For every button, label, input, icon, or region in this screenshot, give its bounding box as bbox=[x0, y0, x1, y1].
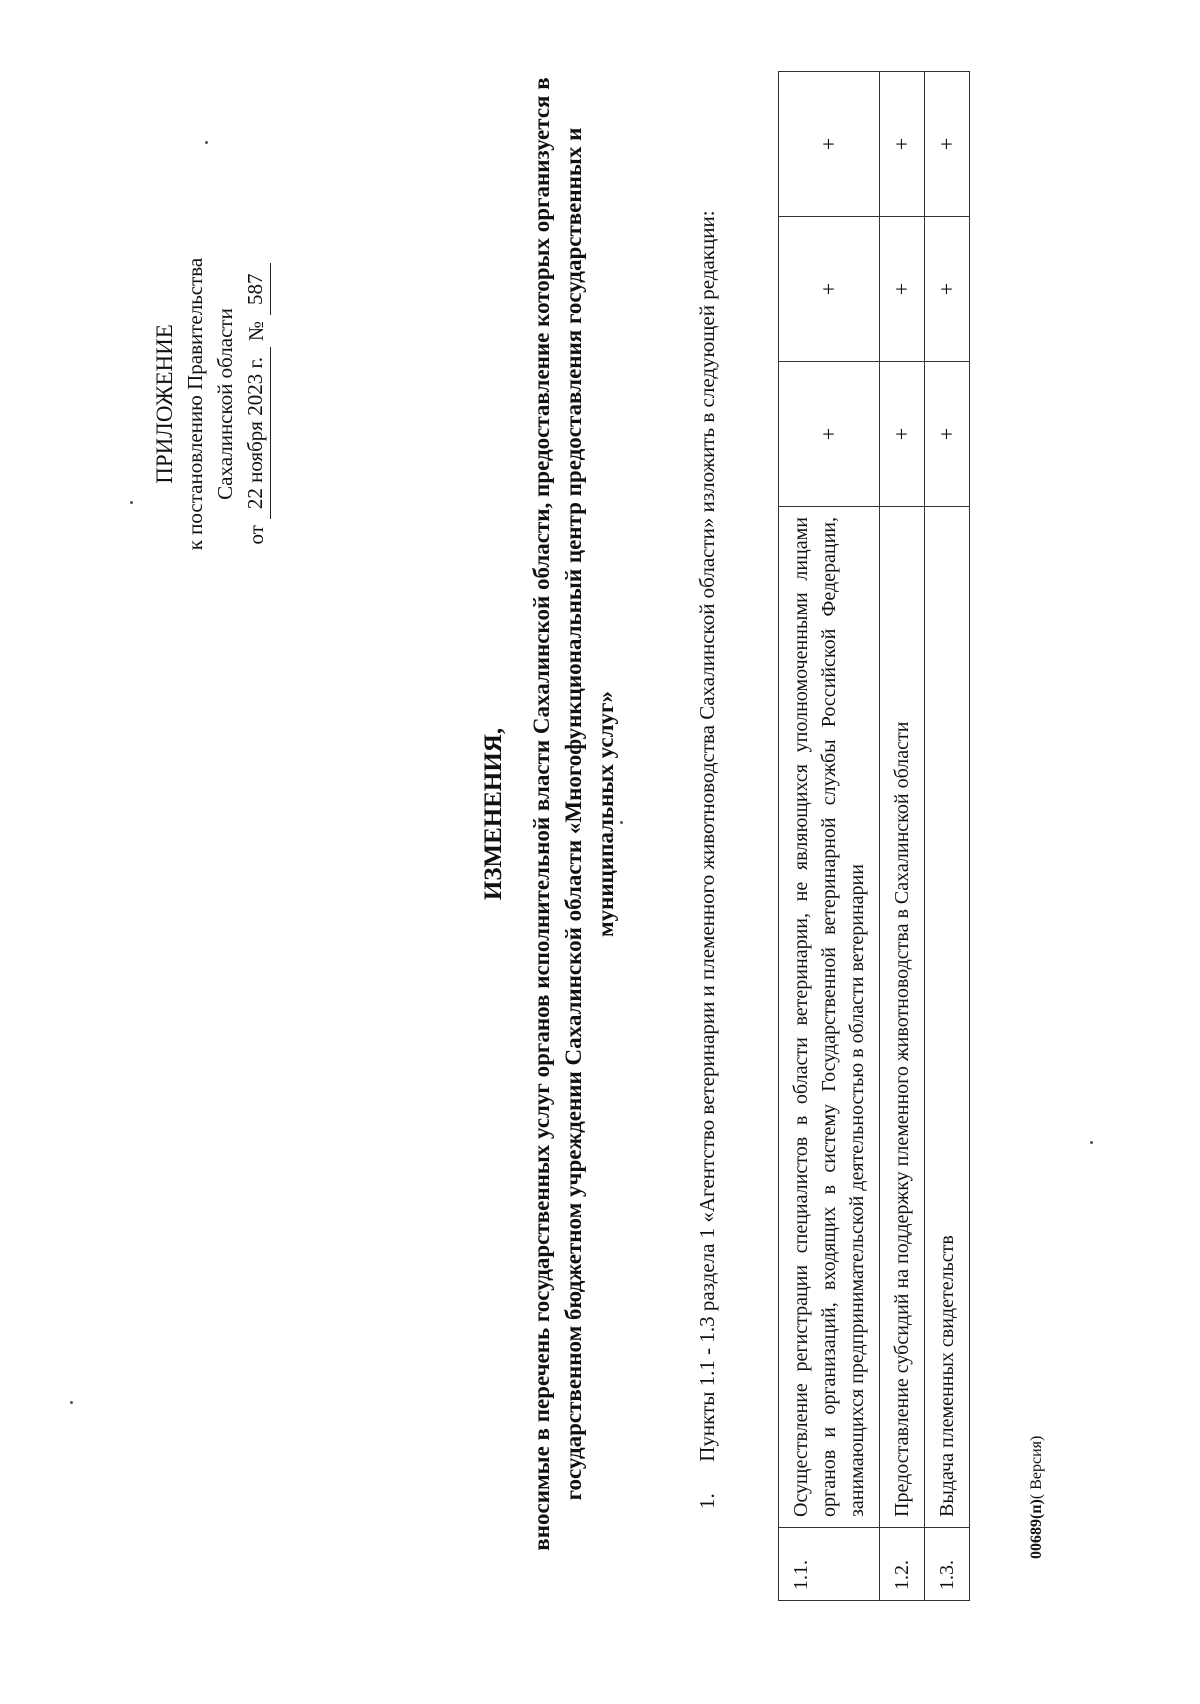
row-mark: + bbox=[779, 217, 880, 362]
document-code: 00689(п) bbox=[1028, 1499, 1045, 1559]
row-number: 1.3. bbox=[925, 1528, 970, 1601]
from-label: от bbox=[244, 525, 268, 545]
scan-speck bbox=[130, 501, 133, 504]
table-row bbox=[779, 72, 880, 1601]
row-number: 1.2. bbox=[880, 1528, 925, 1601]
row-mark: + bbox=[779, 362, 880, 507]
row-mark: + bbox=[925, 362, 970, 507]
paragraph-1 bbox=[690, 69, 724, 1569]
appendix-line-1: к постановлению Правительства bbox=[183, 257, 207, 551]
scan-speck bbox=[70, 1401, 73, 1404]
scan-speck bbox=[620, 821, 623, 824]
services-table bbox=[778, 71, 970, 1601]
row-service-name: Предоставление субсидий на поддержку племенного животноводства в Сахалинской области bbox=[880, 507, 925, 1528]
document-subtitle: вносимые в перечень государственных услуг органов исполнительной власти Сахалинской области, предоставление которых организуется в государственном бюджетном учреждении Сахалинской области «Многофункциональный центр предоставления государственных и муниципальных услуг» bbox=[529, 77, 618, 1551]
paragraph-text: Пункты 1.1 - 1.3 раздела 1 «Агентство ветеринарии и племенного животноводства Сахалинской области» изложить в следующей редакции: bbox=[695, 210, 719, 1462]
row-mark: + bbox=[925, 217, 970, 362]
row-number: 1.1. bbox=[779, 1528, 880, 1601]
paragraph-number: 1. bbox=[695, 1493, 719, 1509]
decree-number: 587 bbox=[240, 263, 271, 315]
decree-date: 22 ноября 2023 г. bbox=[240, 347, 271, 519]
table-row bbox=[880, 72, 925, 1601]
appendix-block bbox=[150, 184, 271, 624]
document-heading: ИЗМЕНЕНИЯ, bbox=[480, 727, 507, 901]
document-footer bbox=[1028, 1436, 1046, 1559]
number-label: № bbox=[244, 320, 268, 342]
document-version: ( Версия) bbox=[1028, 1435, 1045, 1500]
row-mark: + bbox=[880, 72, 925, 217]
row-mark: + bbox=[925, 72, 970, 217]
decree-date-line bbox=[240, 184, 271, 624]
row-service-name: Осуществление регистрации специалистов в области ветеринарии, не являющихся уполномоченными лицами органов и организаций, входящих в систему Государственной ветеринарной службы Российской Федерации, занимающихся предпринимательской деятельностью в области ветеринарии bbox=[779, 507, 880, 1528]
row-service-name: Выдача племенных свидетельств bbox=[925, 507, 970, 1528]
scan-speck bbox=[1090, 1141, 1093, 1144]
appendix-title: ПРИЛОЖЕНИЕ bbox=[152, 324, 177, 484]
scan-speck bbox=[205, 141, 208, 144]
row-mark: + bbox=[779, 72, 880, 217]
row-mark: + bbox=[880, 362, 925, 507]
document-title bbox=[478, 74, 622, 1554]
row-mark: + bbox=[880, 217, 925, 362]
table-row bbox=[925, 72, 970, 1601]
appendix-line-2: Сахалинской области bbox=[213, 308, 237, 500]
